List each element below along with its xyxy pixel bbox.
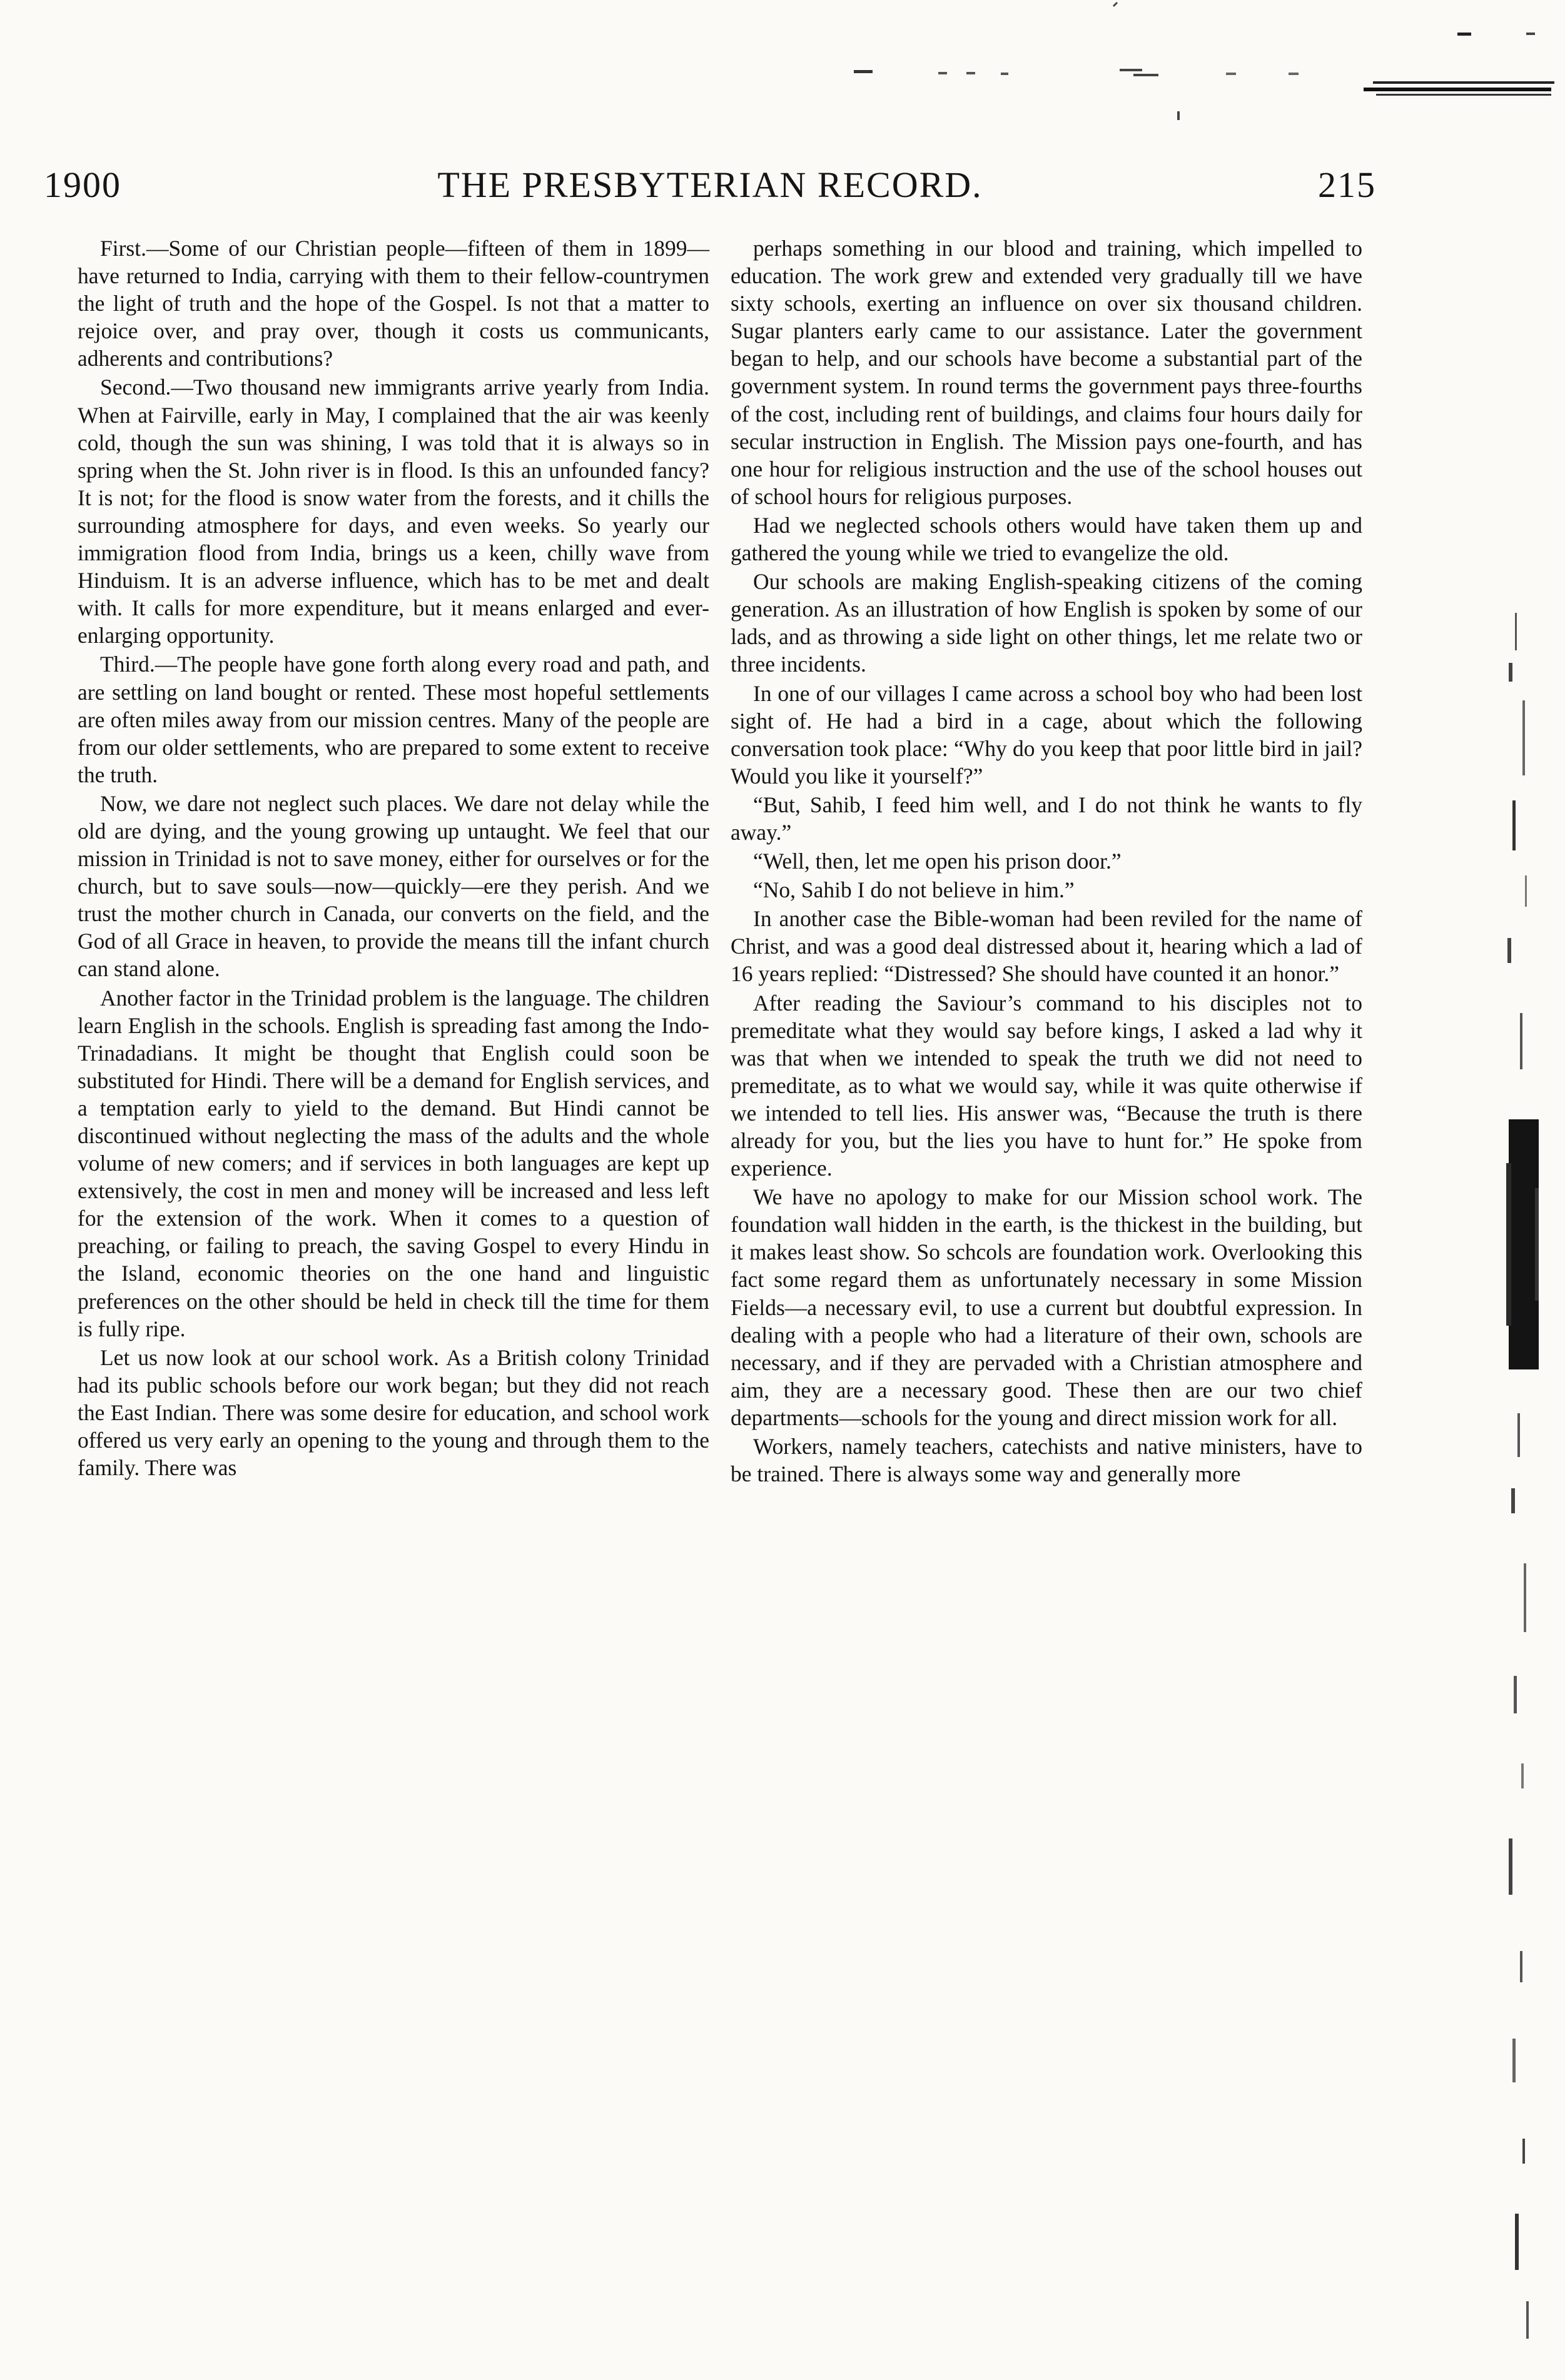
scan-marks-top: [0, 0, 1565, 150]
left-column: [78, 234, 709, 1483]
paragraph-english-speaking: Our schools are making English-speaking citizens of the coming generation. As an illustration of how English is spoken by some of our lads, and as throwing a side light on other things, let me relate two or three incidents.: [731, 569, 1362, 677]
paragraph-neglect: Now, we dare not neglect such places. We dare not delay while the old are dying, and the young growing up untaught. We feel that our mission in Trinidad is not to save money, either for ourselves or for the church, but to save souls—now—quickly—ere they perish. And we trust the mother church in Canada, our converts on the field, and the God of all Grace in heaven, to provide the means till the infant church can stand alone.: [78, 790, 709, 982]
running-head: [44, 164, 1376, 220]
paragraph-dialogue-2: “Well, then, let me open his prison door.”: [753, 849, 1122, 874]
right-column: [731, 234, 1362, 1489]
paragraph-third-point: Third.—The people have gone forth along every road and path, and are settling on land bought or rented. These most hopeful settlements are often miles away from our mission centres. Many of the people are from our older settlements, who are prepared to some extent to receive the truth.: [78, 652, 709, 787]
paragraph-bible-woman: In another case the Bible-woman had been reviled for the name of Christ, and was a good deal distressed about it, hearing which a lad of 16 years replied: “Distressed? She should have counted it an honor.”: [731, 906, 1362, 987]
page-number: 215: [1318, 164, 1376, 205]
paragraph-dialogue-3: “No, Sahib I do not believe in him.”: [753, 877, 1075, 903]
paragraph-foundation: We have no apology to make for our Mission school work. The foundation wall hidden in the earth, is the thickest in the building, but it makes least show. So schcols are foundation work. Overlooking this fact some regard them as unfortunately necessary in some Mission Fields—a necessary evil, to use a current but doubtful expression. In dealing with a people who had a literature of their own, schools are necessary, and if they are pervaded with a Christian atmosphere and aim, they are a necessary good. These then are our two chief departments—schools for the young and direct mission work for all.: [731, 1184, 1362, 1430]
paragraph-continuation: perhaps something in our blood and training, which impelled to education. The work grew and extended very gradually till we have sixty schools, exerting an influence on over six thousand children. Sugar planters early came to our assistance. Later the government began to help, and our schools have become a substantial part of the government system. In round terms the government pays three-fourths of the cost, including rent of buildings, and claims four hours daily for secular instruction in English. The Mission pays one-fourth, and has one hour for religious instruction and the use of the school houses out of school hours for religious purposes.: [731, 236, 1362, 509]
paragraph-language: Another factor in the Trinidad problem is the language. The children learn English in the schools. English is spreading fast among the Indo-Trinadadians. It might be thought that English could soon be substituted for Hindi. There will be a demand for English services, and a temptation early to yield to the demand. But Hindi cannot be discontinued without neglecting the mass of the adults and the whole volume of new comers; and if services in both languages are kept up extensively, the cost in men and money will be increased and less left for the extension of the work. When it comes to a question of preaching, or failing to preach, the saving Gospel to every Hindu in the Island, economic theories on the one hand and linguistic preferences on the other should be held in check till the time for them is fully ripe.: [78, 985, 709, 1341]
issue-year: 1900: [44, 164, 121, 205]
paragraph-second-point: Second.—Two thousand new immigrants arrive yearly from India. When at Fairville, early in May, I complained that the air was keenly cold, though the sun was shining, I was told that it is always so in spring when the St. John river is in flood. Is this an unfounded fancy? It is not; for the flood is snow water from the forests, and it chills the surrounding atmosphere for days, and even weeks. So yearly our immigration flood from India, brings us a keen, chilly wave from Hinduism. It is an adverse influence, which has to be met and dealt with. It calls for more expenditure, but it means enlarged and ever-enlarging opportunity.: [78, 375, 709, 648]
paragraph-school-work: Let us now look at our school work. As a British colony Trinidad had its public schools before our work began; but they did not reach the East Indian. There was some desire for education, and school work offered us very early an opening to the young and through them to the family. There was: [78, 1344, 709, 1481]
paragraph-bird-incident: In one of our villages I came across a school boy who had been lost sight of. He had a bird in a cage, about which the following conversation took place: “Why do you keep that poor little bird in jail? Would you like it yourself?”: [731, 680, 1362, 789]
paragraph-truth-answer: After reading the Saviour’s command to his disciples not to premeditate what they would say before kings, I asked a lad why it was that when we intended to speak the truth we did not need to premeditate, as to what we would say, while it was quite otherwise if we intended to tell lies. His answer was, “Because the truth is there already for you, but the lies you have to hunt for.” He spoke from experience.: [731, 990, 1362, 1181]
paragraph-workers: Workers, namely teachers, catechists and native ministers, have to be trained. There is always some way and generally more: [731, 1434, 1362, 1487]
publication-title: THE PRESBYTERIAN RECORD.: [437, 164, 983, 205]
scan-edge-noise: [1490, 538, 1565, 2376]
paragraph-first-point: First.—Some of our Christian people—fifteen of them in 1899—have returned to India, carrying with them to their fellow-countrymen the light of truth and the hope of the Gospel. Is not that a matter to rejoice over, and pray over, though it costs us communicants, adherents and contributions?: [78, 236, 709, 371]
paragraph-dialogue-1: “But, Sahib, I feed him well, and I do not think he wants to fly away.”: [731, 792, 1362, 845]
paragraph-neglected-schools: Had we neglected schools others would have taken them up and gathered the young while we tried to evangelize the old.: [731, 512, 1362, 566]
